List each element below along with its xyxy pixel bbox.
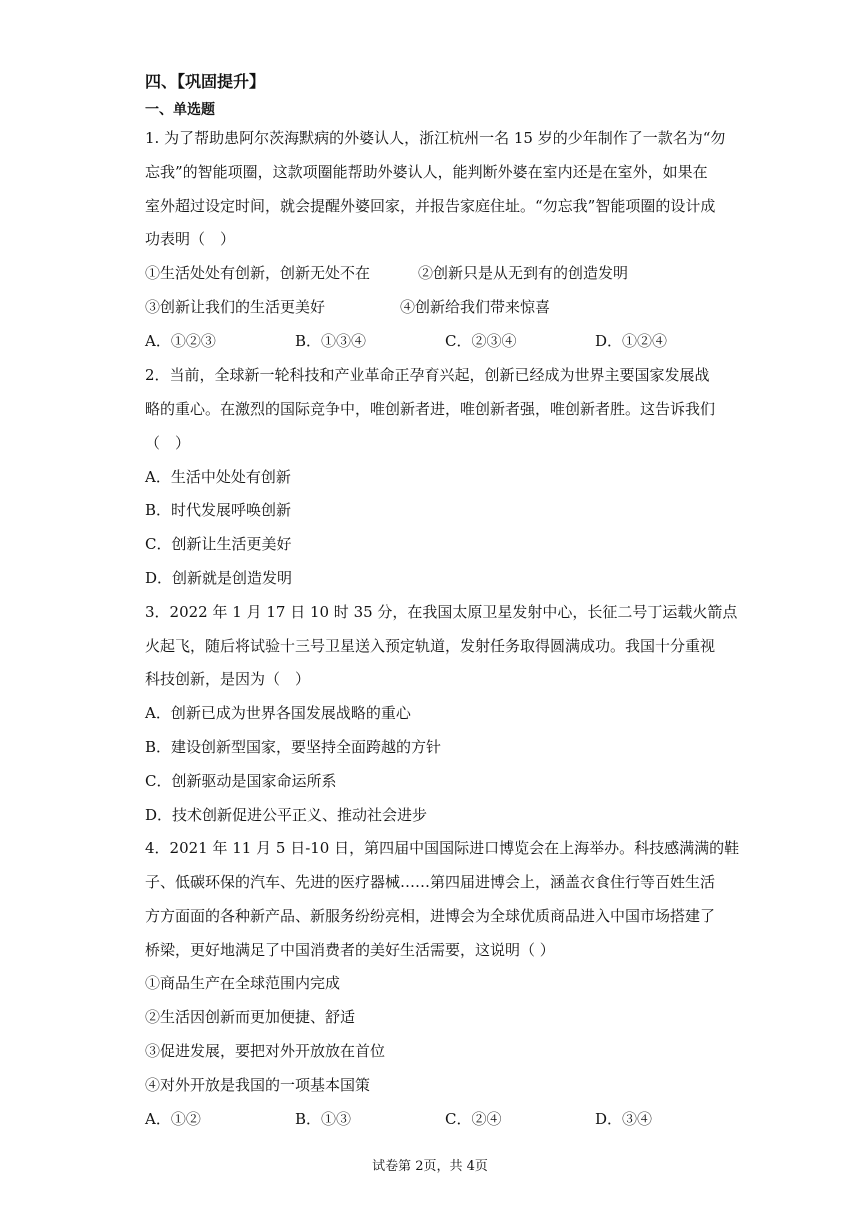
statement-item: ③创新让我们的生活更美好 (145, 298, 326, 316)
answer-option-d[interactable]: D．①②④ (595, 332, 668, 350)
question-text-line: 4．2021 年 11 月 5 日-10 日，第四届中国国际进口博览会在上海举办。科技感满满的鞋 (145, 839, 740, 857)
answer-option-b[interactable]: B．①③ (295, 1110, 352, 1128)
answer-option-c[interactable]: C．②③④ (445, 332, 517, 350)
question-text-line: 功表明（ ） (145, 230, 236, 248)
question-text-line: 子、低碳环保的汽车、先进的医疗器械……第四届进博会上，涵盖衣食住行等百姓生活 (145, 873, 716, 891)
question-text-line: 室外超过设定时间，就会提醒外婆回家，并报告家庭住址。“勿忘我”智能项圈的设计成 (145, 197, 716, 215)
statement-item: ③促进发展，要把对外开放放在首位 (145, 1042, 386, 1060)
section-title: 四、【巩固提升】 (145, 72, 266, 91)
answer-option-a[interactable]: A．创新已成为世界各国发展战略的重心 (145, 704, 411, 722)
question-text-line: 科技创新，是因为（ ） (145, 670, 311, 688)
answer-option-d[interactable]: D．创新就是创造发明 (145, 569, 293, 587)
statement-item: ④创新给我们带来惊喜 (400, 298, 551, 316)
answer-option-d[interactable]: D．技术创新促进公平正义、推动社会进步 (145, 806, 428, 824)
answer-option-a[interactable]: A．①②③ (145, 332, 216, 350)
question-text-line: 2．当前，全球新一轮科技和产业革命正孕育兴起，创新已经成为世界主要国家发展战 (145, 366, 710, 384)
question-text-line: 3．2022 年 1 月 17 日 10 时 35 分，在我国太原卫星发射中心，长征二号丁运载火箭点 (145, 603, 738, 621)
answer-option-a[interactable]: A．①② (145, 1110, 201, 1128)
question-text-line: 桥梁，更好地满足了中国消费者的美好生活需要，这说明（ ） (145, 941, 555, 959)
question-text-line: 忘我”的智能项圈，这款项圈能帮助外婆认人，能判断外婆在室内还是在室外，如果在 (145, 163, 708, 181)
statement-item: ②创新只是从无到有的创造发明 (418, 264, 629, 282)
statement-item: ①生活处处有创新，创新无处不在 (145, 264, 371, 282)
answer-option-b[interactable]: B．①③④ (295, 332, 367, 350)
page-footer: 试卷第 2页，共 4页 (372, 1159, 488, 1174)
answer-option-b[interactable]: B．建设创新型国家，要坚持全面跨越的方针 (145, 738, 442, 756)
statement-item: ①商品生产在全球范围内完成 (145, 974, 341, 992)
answer-option-a[interactable]: A．生活中处处有创新 (145, 468, 291, 486)
statement-item: ④对外开放是我国的一项基本国策 (145, 1076, 371, 1094)
question-text-line: 略的重心。在激烈的国际竞争中，唯创新者进，唯创新者强，唯创新者胜。这告诉我们 (145, 400, 716, 418)
question-text-line: 1. 为了帮助患阿尔茨海默病的外婆认人，浙江杭州一名 15 岁的少年制作了一款名为“勿 (145, 129, 726, 147)
answer-option-c[interactable]: C．②④ (445, 1110, 502, 1128)
question-text-line: （ ） (145, 434, 191, 452)
answer-option-c[interactable]: C．创新让生活更美好 (145, 535, 292, 553)
answer-option-b[interactable]: B．时代发展呼唤创新 (145, 501, 292, 519)
question-text-line: 火起飞，随后将试验十三号卫星送入预定轨道，发射任务取得圆满成功。我国十分重视 (145, 637, 716, 655)
answer-option-c[interactable]: C．创新驱动是国家命运所系 (145, 772, 337, 790)
subsection-title: 一、单选题 (145, 102, 215, 118)
question-text-line: 方方面面的各种新产品、新服务纷纷亮相，进博会为全球优质商品进入中国市场搭建了 (145, 907, 716, 925)
answer-option-d[interactable]: D．③④ (595, 1110, 653, 1128)
statement-item: ②生活因创新而更加便捷、舒适 (145, 1008, 356, 1026)
